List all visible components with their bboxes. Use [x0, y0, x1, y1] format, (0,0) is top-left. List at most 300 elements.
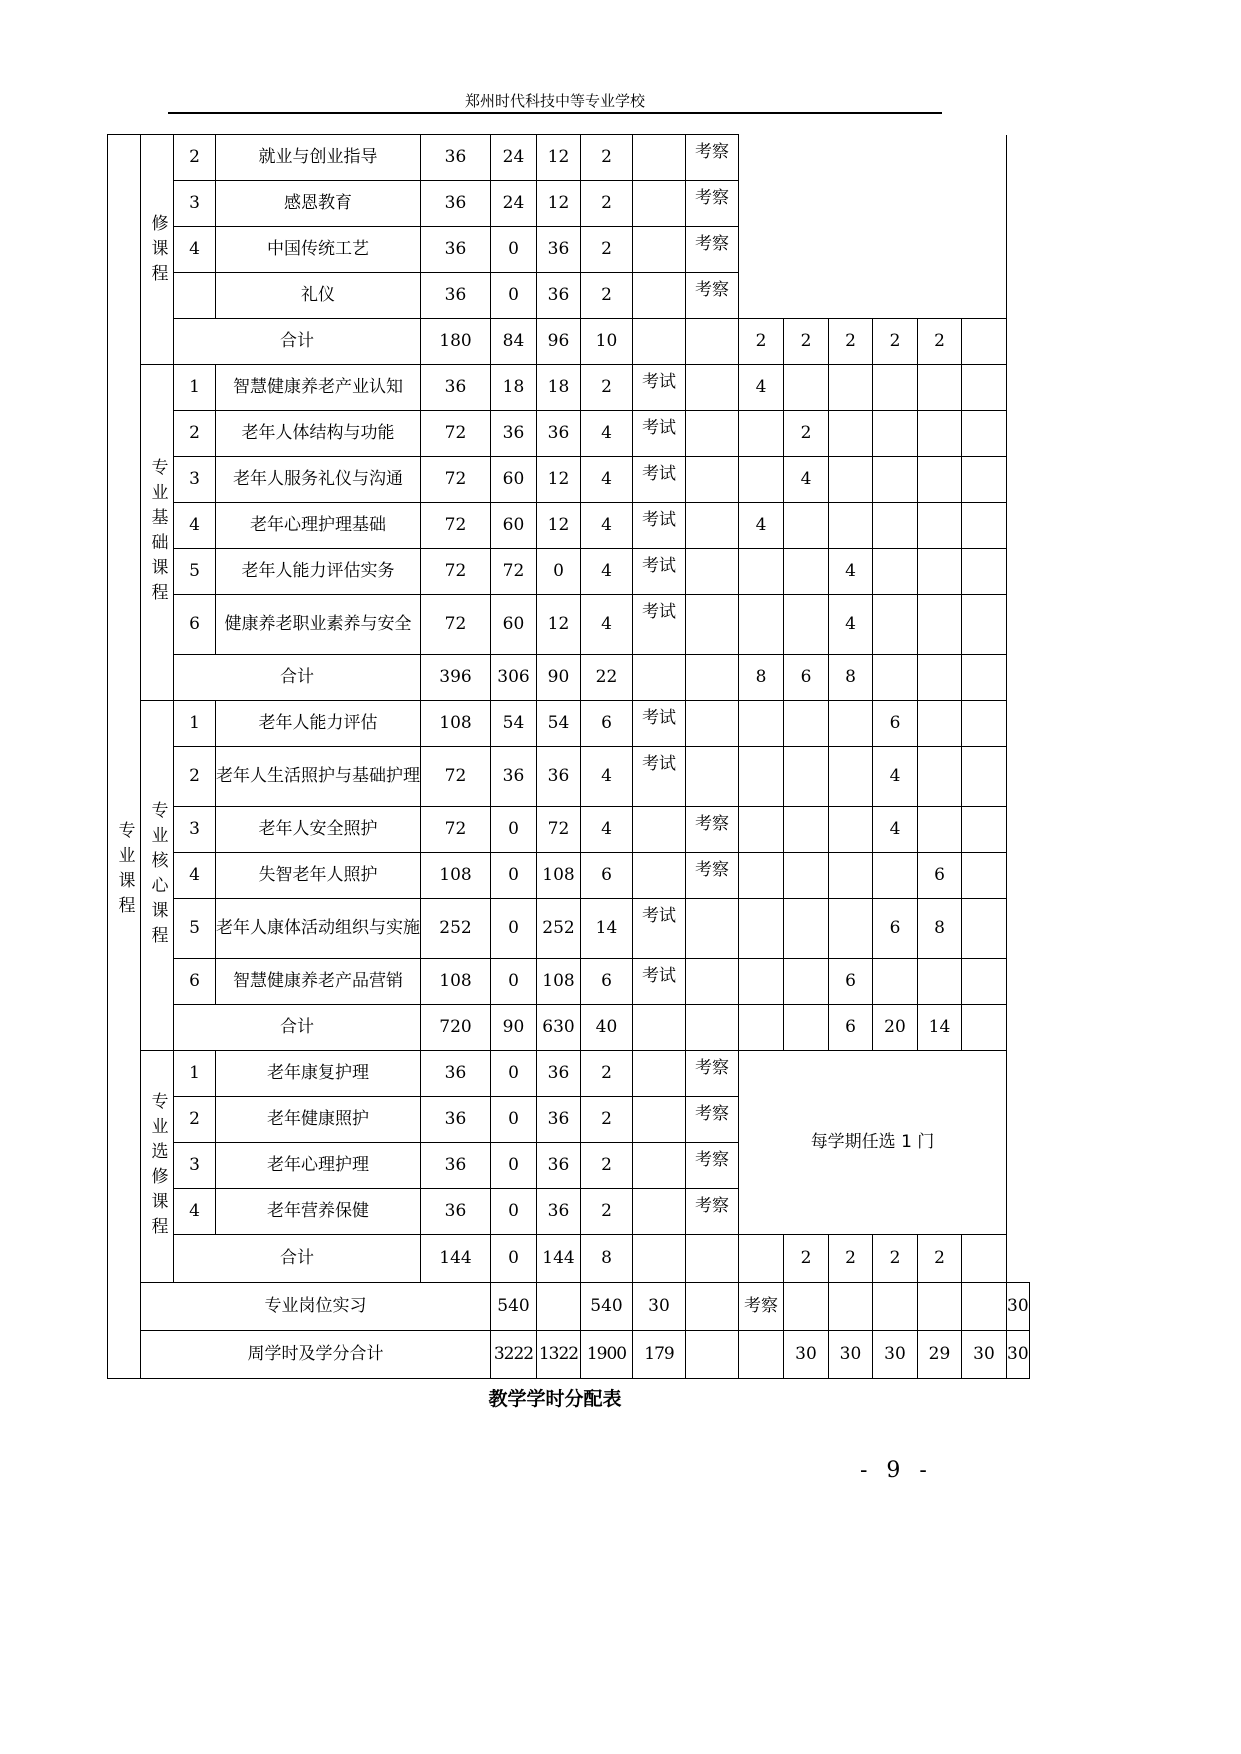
- theory-hours: 0: [491, 1143, 537, 1189]
- total-hours: 108: [421, 959, 491, 1005]
- subtotal-total: 144: [421, 1235, 491, 1283]
- check-type: 考察: [686, 135, 739, 181]
- grand_total-total: 3222: [491, 1331, 537, 1379]
- total-hours: 36: [421, 1189, 491, 1235]
- theory-hours: 0: [491, 807, 537, 853]
- internship-total: 540: [491, 1283, 537, 1331]
- practice-hours: 36: [537, 227, 581, 273]
- table-row: [108, 595, 1030, 655]
- course-no: 2: [174, 411, 216, 457]
- semester-hours: 2: [829, 1235, 873, 1283]
- table-row: [108, 959, 1030, 1005]
- check-type: 考察: [686, 181, 739, 227]
- subtotal-credit: 10: [581, 319, 633, 365]
- course-no: 6: [174, 595, 216, 655]
- table-caption: 教学学时分配表: [488, 1388, 622, 1410]
- category-label-public-elective: 修课程: [141, 135, 174, 365]
- semester-hours: 2: [873, 1235, 918, 1283]
- table-row: [108, 549, 1030, 595]
- check-type: [686, 319, 739, 365]
- exam-type: [633, 227, 686, 273]
- check-type: 考察: [686, 1143, 739, 1189]
- semester-hours: [873, 457, 918, 503]
- subtotal-practice: 630: [537, 1005, 581, 1051]
- course-no: 3: [174, 807, 216, 853]
- semester-hours: 8: [918, 899, 962, 959]
- total-hours: 36: [421, 135, 491, 181]
- semester-hours: [918, 549, 962, 595]
- semester-hours: [739, 899, 784, 959]
- check-type: 考察: [686, 227, 739, 273]
- theory-hours: 24: [491, 135, 537, 181]
- theory-hours: 36: [491, 747, 537, 807]
- semester-hours: 30: [1007, 1331, 1030, 1379]
- semester-hours: 30: [873, 1331, 918, 1379]
- credits: 2: [581, 181, 633, 227]
- table-row: [108, 503, 1030, 549]
- semester-hours: 8: [739, 655, 784, 701]
- subtotal-total: 180: [421, 319, 491, 365]
- subtotal-theory: 84: [491, 319, 537, 365]
- credits: 2: [581, 1051, 633, 1097]
- semester-hours: [873, 853, 918, 899]
- semester-hours: 30: [829, 1331, 873, 1379]
- theory-hours: 36: [491, 411, 537, 457]
- theory-hours: 0: [491, 1189, 537, 1235]
- internship-theory: [537, 1283, 581, 1331]
- theory-hours: 60: [491, 457, 537, 503]
- check-type: [686, 1235, 739, 1283]
- semester-hours: [918, 747, 962, 807]
- elective-note: 每学期任选 1 门: [739, 1051, 1007, 1235]
- table-row: [108, 807, 1030, 853]
- semester-hours: [784, 365, 829, 411]
- practice-hours: 12: [537, 457, 581, 503]
- check-type: 考察: [686, 273, 739, 319]
- course-name: 老年营养保健: [216, 1189, 421, 1235]
- theory-hours: 60: [491, 595, 537, 655]
- course-name: 老年人能力评估实务: [216, 549, 421, 595]
- semester-hours: [962, 319, 1007, 365]
- exam-type: [633, 1051, 686, 1097]
- total-hours: 36: [421, 1051, 491, 1097]
- semester-hours: [829, 365, 873, 411]
- credits: 2: [581, 135, 633, 181]
- credits: 4: [581, 503, 633, 549]
- semester-hours: [784, 747, 829, 807]
- semester-hours: [962, 1235, 1007, 1283]
- check-type: [686, 411, 739, 457]
- semester-hours: [784, 701, 829, 747]
- semester-hours: [739, 853, 784, 899]
- table-row: [108, 457, 1030, 503]
- subtotal-practice: 144: [537, 1235, 581, 1283]
- semester-hours: [962, 365, 1007, 411]
- theory-hours: 54: [491, 701, 537, 747]
- subtotal-credit: 22: [581, 655, 633, 701]
- semester-hours: [829, 457, 873, 503]
- semester-hours: [918, 1283, 962, 1331]
- total-hours: 36: [421, 273, 491, 319]
- course-no: 1: [174, 365, 216, 411]
- exam-type: 考试: [633, 457, 686, 503]
- semester-hours: 6: [873, 899, 918, 959]
- total-hours: 72: [421, 503, 491, 549]
- practice-hours: 36: [537, 1097, 581, 1143]
- table-row: [108, 1283, 1030, 1331]
- exam-type: [633, 853, 686, 899]
- theory-hours: 0: [491, 853, 537, 899]
- practice-hours: 36: [537, 1051, 581, 1097]
- theory-hours: 0: [491, 899, 537, 959]
- semester-hours: [918, 655, 962, 701]
- exam-type: [633, 1143, 686, 1189]
- course-no: 2: [174, 1097, 216, 1143]
- practice-hours: 0: [537, 549, 581, 595]
- course-name: 礼仪: [216, 273, 421, 319]
- check-type: [739, 1331, 784, 1379]
- table-row: [108, 853, 1030, 899]
- theory-hours: 0: [491, 1097, 537, 1143]
- course-no: 4: [174, 227, 216, 273]
- course-name: 老年人能力评估: [216, 701, 421, 747]
- credits: 4: [581, 807, 633, 853]
- check-type: [686, 503, 739, 549]
- semester-hours: [962, 807, 1007, 853]
- semester-hours: [918, 807, 962, 853]
- semester-hours: [962, 747, 1007, 807]
- subtotal-practice: 96: [537, 319, 581, 365]
- exam-type: [633, 1189, 686, 1235]
- subtotal-label: 合计: [174, 1005, 421, 1051]
- course-no: 6: [174, 959, 216, 1005]
- semester-hours: [739, 549, 784, 595]
- semester-hours: 2: [829, 319, 873, 365]
- page-number: - 9 -: [860, 1458, 933, 1483]
- credits: 4: [581, 549, 633, 595]
- exam-type: 考试: [633, 549, 686, 595]
- course-no: 5: [174, 899, 216, 959]
- total-hours: 72: [421, 457, 491, 503]
- semester-hours: [962, 549, 1007, 595]
- grand_total-credit: 179: [633, 1331, 686, 1379]
- semester-hours: 2: [784, 319, 829, 365]
- semester-hours: 6: [873, 701, 918, 747]
- course-name: 老年心理护理: [216, 1143, 421, 1189]
- semester-hours: [784, 853, 829, 899]
- grand_total-theory: 1322: [537, 1331, 581, 1379]
- semester-hours: 6: [918, 853, 962, 899]
- semester-hours: 2: [918, 1235, 962, 1283]
- practice-hours: 36: [537, 273, 581, 319]
- semester-hours: 29: [918, 1331, 962, 1379]
- total-hours: 108: [421, 853, 491, 899]
- check-type: [686, 1005, 739, 1051]
- course-no: [174, 273, 216, 319]
- credits: 6: [581, 701, 633, 747]
- semester-hours: [784, 503, 829, 549]
- semester-hours: [873, 959, 918, 1005]
- check-type: [686, 457, 739, 503]
- semester-hours: 6: [829, 1005, 873, 1051]
- course-no: 3: [174, 181, 216, 227]
- semester-hours: [962, 959, 1007, 1005]
- theory-hours: 0: [491, 959, 537, 1005]
- semester-hours: [829, 411, 873, 457]
- semester-hours: [784, 1283, 829, 1331]
- course-name: 感恩教育: [216, 181, 421, 227]
- practice-hours: 36: [537, 1143, 581, 1189]
- table-row: [108, 1005, 1030, 1051]
- semester-hours: [829, 899, 873, 959]
- semester-hours: [962, 655, 1007, 701]
- internship-credit: 30: [633, 1283, 686, 1331]
- semester-hours: 4: [873, 747, 918, 807]
- semester-hours: 20: [873, 1005, 918, 1051]
- table-row: [108, 747, 1030, 807]
- semester-hours: [739, 959, 784, 1005]
- subtotal-total: 720: [421, 1005, 491, 1051]
- exam-type: [633, 1097, 686, 1143]
- semester-hours: [873, 365, 918, 411]
- course-no: 5: [174, 549, 216, 595]
- semester-hours: 6: [829, 959, 873, 1005]
- check-type: [686, 365, 739, 411]
- semester-hours: [962, 457, 1007, 503]
- total-hours: 108: [421, 701, 491, 747]
- semester-hours: [918, 701, 962, 747]
- table-row: [108, 1331, 1030, 1379]
- course-no: 4: [174, 1189, 216, 1235]
- course-no: 1: [174, 701, 216, 747]
- course-name: 失智老年人照护: [216, 853, 421, 899]
- total-hours: 72: [421, 747, 491, 807]
- semester-hours: 4: [784, 457, 829, 503]
- semester-hours: 6: [784, 655, 829, 701]
- semester-hours: [918, 457, 962, 503]
- theory-hours: 0: [491, 1051, 537, 1097]
- course-name: 老年健康照护: [216, 1097, 421, 1143]
- semester-hours: [784, 959, 829, 1005]
- semester-hours: [918, 365, 962, 411]
- table-row: [108, 899, 1030, 959]
- exam-type: [633, 181, 686, 227]
- category-label-basic: 专业基础课程: [141, 365, 174, 701]
- practice-hours: 108: [537, 853, 581, 899]
- theory-hours: 0: [491, 273, 537, 319]
- credits: 4: [581, 457, 633, 503]
- semester-hours: 4: [873, 807, 918, 853]
- semester-hours: [739, 1235, 784, 1283]
- semester-hours: [829, 807, 873, 853]
- semester-hours: [739, 701, 784, 747]
- semester-hours: [962, 503, 1007, 549]
- semester-hours: [962, 595, 1007, 655]
- semester-hours: 4: [829, 595, 873, 655]
- check-type: 考察: [739, 1283, 784, 1331]
- subtotal-credit: 8: [581, 1235, 633, 1283]
- empty-region: [739, 135, 1007, 319]
- exam-type: 考试: [633, 595, 686, 655]
- semester-hours: [962, 1283, 1007, 1331]
- practice-hours: 36: [537, 411, 581, 457]
- semester-hours: [962, 411, 1007, 457]
- total-hours: 72: [421, 549, 491, 595]
- practice-hours: 108: [537, 959, 581, 1005]
- credits: 4: [581, 595, 633, 655]
- exam-type: 考试: [633, 747, 686, 807]
- header-rule: [168, 112, 942, 114]
- semester-hours: [873, 655, 918, 701]
- total-hours: 72: [421, 595, 491, 655]
- grand_total-practice: 1900: [581, 1331, 633, 1379]
- semester-hours: 2: [739, 319, 784, 365]
- check-type: [686, 701, 739, 747]
- check-type: 考察: [686, 1051, 739, 1097]
- exam-type: [633, 655, 686, 701]
- exam-type: 考试: [633, 411, 686, 457]
- theory-hours: 18: [491, 365, 537, 411]
- total-hours: 36: [421, 227, 491, 273]
- exam-type: 考试: [633, 959, 686, 1005]
- table-row: [108, 365, 1030, 411]
- total-hours: 72: [421, 411, 491, 457]
- semester-hours: [784, 595, 829, 655]
- table-row: [108, 1235, 1030, 1283]
- theory-hours: 72: [491, 549, 537, 595]
- total-hours: 72: [421, 807, 491, 853]
- credits: 6: [581, 853, 633, 899]
- internship-practice: 540: [581, 1283, 633, 1331]
- semester-hours: [873, 411, 918, 457]
- credits: 2: [581, 273, 633, 319]
- semester-hours: [739, 1005, 784, 1051]
- credits: 14: [581, 899, 633, 959]
- exam-type: [633, 273, 686, 319]
- course-name: 中国传统工艺: [216, 227, 421, 273]
- credits: 6: [581, 959, 633, 1005]
- practice-hours: 72: [537, 807, 581, 853]
- course-name: 老年人生活照护与基础护理: [216, 747, 421, 807]
- semester-hours: [918, 595, 962, 655]
- total-hours: 36: [421, 365, 491, 411]
- practice-hours: 12: [537, 595, 581, 655]
- table-row: [108, 1051, 1030, 1097]
- hours-table: [107, 134, 1030, 1379]
- theory-hours: 24: [491, 181, 537, 227]
- practice-hours: 36: [537, 1189, 581, 1235]
- semester-hours: [829, 701, 873, 747]
- check-type: 考察: [686, 807, 739, 853]
- total-hours: 36: [421, 181, 491, 227]
- total-hours: 36: [421, 1143, 491, 1189]
- course-name: 老年心理护理基础: [216, 503, 421, 549]
- exam-type: [686, 1283, 739, 1331]
- semester-hours: [962, 899, 1007, 959]
- course-name: 老年康复护理: [216, 1051, 421, 1097]
- semester-hours: [962, 1005, 1007, 1051]
- check-type: [686, 899, 739, 959]
- major-group-blank: [108, 135, 141, 365]
- semester-hours: 8: [829, 655, 873, 701]
- check-type: 考察: [686, 853, 739, 899]
- course-name: 就业与创业指导: [216, 135, 421, 181]
- credits: 4: [581, 747, 633, 807]
- internship-label: 专业岗位实习: [141, 1283, 491, 1331]
- semester-hours: [873, 595, 918, 655]
- exam-type: 考试: [633, 503, 686, 549]
- check-type: 考察: [686, 1097, 739, 1143]
- subtotal-label: 合计: [174, 319, 421, 365]
- course-name: 老年人服务礼仪与沟通: [216, 457, 421, 503]
- grand_total-label: 周学时及学分合计: [141, 1331, 491, 1379]
- practice-hours: 36: [537, 747, 581, 807]
- exam-type: 考试: [633, 701, 686, 747]
- table-row: [108, 655, 1030, 701]
- credits: 2: [581, 227, 633, 273]
- credits: 2: [581, 1189, 633, 1235]
- check-type: 考察: [686, 1189, 739, 1235]
- theory-hours: 0: [491, 227, 537, 273]
- credits: 4: [581, 411, 633, 457]
- exam-type: [633, 807, 686, 853]
- semester-hours: [784, 1005, 829, 1051]
- course-name: 智慧健康养老产品营销: [216, 959, 421, 1005]
- table-row: [108, 701, 1030, 747]
- semester-hours: [873, 1283, 918, 1331]
- subtotal-label: 合计: [174, 655, 421, 701]
- subtotal-total: 396: [421, 655, 491, 701]
- credits: 2: [581, 1143, 633, 1189]
- exam-type: [686, 1331, 739, 1379]
- course-name: 老年人体结构与功能: [216, 411, 421, 457]
- practice-hours: 252: [537, 899, 581, 959]
- course-no: 3: [174, 457, 216, 503]
- exam-type: [633, 1005, 686, 1051]
- check-type: [686, 549, 739, 595]
- semester-hours: [739, 411, 784, 457]
- major-courses-label: 专业课程: [108, 365, 141, 1379]
- semester-hours: 14: [918, 1005, 962, 1051]
- semester-hours: [739, 595, 784, 655]
- table-row: [108, 319, 1030, 365]
- check-type: [686, 959, 739, 1005]
- practice-hours: 18: [537, 365, 581, 411]
- course-name: 老年人康体活动组织与实施: [216, 899, 421, 959]
- semester-hours: [829, 853, 873, 899]
- semester-hours: [918, 503, 962, 549]
- check-type: [686, 747, 739, 807]
- total-hours: 252: [421, 899, 491, 959]
- credits: 2: [581, 1097, 633, 1143]
- practice-hours: 12: [537, 135, 581, 181]
- course-name: 智慧健康养老产业认知: [216, 365, 421, 411]
- course-no: 3: [174, 1143, 216, 1189]
- credits: 2: [581, 365, 633, 411]
- semester-hours: [918, 959, 962, 1005]
- semester-hours: [784, 899, 829, 959]
- exam-type: 考试: [633, 899, 686, 959]
- semester-hours: 30: [962, 1331, 1007, 1379]
- check-type: [686, 655, 739, 701]
- semester-hours: [829, 1283, 873, 1331]
- semester-hours: [784, 807, 829, 853]
- course-name: 老年人安全照护: [216, 807, 421, 853]
- semester-hours: [873, 503, 918, 549]
- semester-hours: [829, 503, 873, 549]
- category-label-elective: 专业选修课程: [141, 1051, 174, 1283]
- subtotal-practice: 90: [537, 655, 581, 701]
